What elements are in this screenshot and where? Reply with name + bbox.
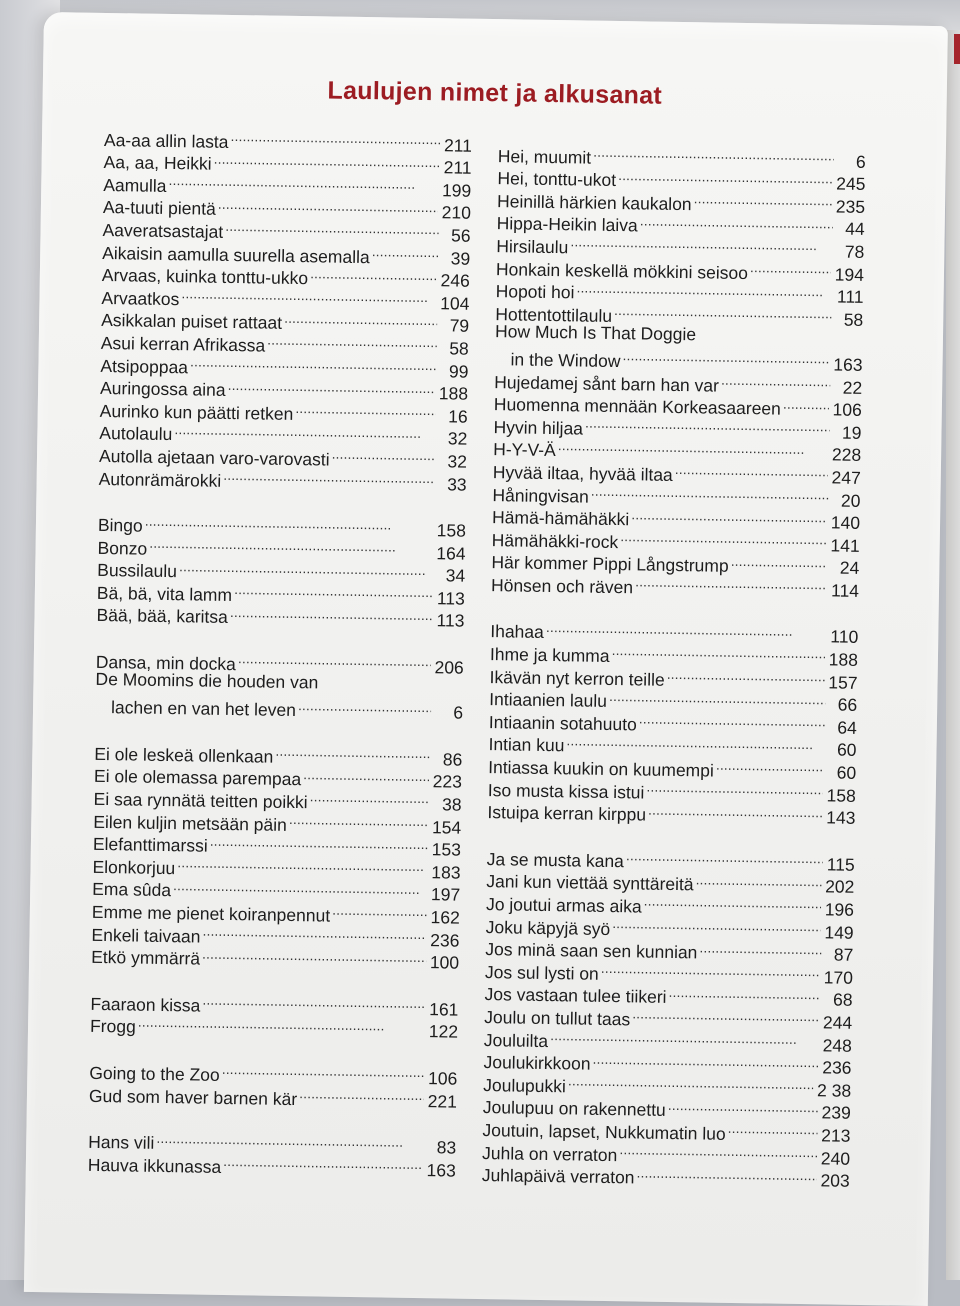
page-number: 240: [820, 1147, 851, 1169]
page-number: 149: [824, 921, 854, 943]
song-title: Arvaatkos: [101, 287, 180, 309]
song-title: Joulukirkkoon: [483, 1052, 591, 1074]
song-title: Hyvää iltaa, hyvää iltaa: [492, 462, 673, 485]
page-number: 196: [824, 899, 855, 920]
page-number: 111: [836, 286, 864, 308]
song-title: Aaveratsastajat: [102, 219, 224, 242]
book-cover-red-strip: [954, 34, 960, 64]
song-title: Joulupuu on rakennettu: [482, 1097, 666, 1121]
page-number: 99: [448, 360, 469, 382]
page-number: 100: [429, 952, 460, 973]
song-title: Asikkalan puiset rattaat: [101, 310, 283, 334]
page-number: 2 38: [816, 1080, 852, 1101]
page-number: 122: [428, 1021, 459, 1043]
song-title: Gud som haver barnen kär: [88, 1085, 298, 1109]
dot-leader: [639, 708, 825, 734]
page-number: 210: [441, 202, 472, 224]
dot-leader: [632, 1003, 819, 1029]
page-number: 83: [436, 1137, 457, 1158]
index-entry: [103, 123, 473, 156]
page-number: 104: [440, 293, 470, 314]
index-entry: [489, 638, 859, 670]
dot-leader: [234, 578, 433, 604]
page-number: 211: [443, 134, 473, 156]
page-number: 154: [431, 816, 462, 838]
dot-leader: [223, 1150, 423, 1176]
song-title: How Much Is That Doggie: [494, 320, 697, 345]
page-number: 221: [427, 1090, 458, 1112]
song-title: Asui kerran Afrikassa: [100, 332, 266, 356]
dot-leader: [636, 1161, 816, 1186]
page-number: 188: [828, 649, 859, 670]
dot-leader: [614, 299, 832, 325]
dot-leader: [230, 601, 433, 627]
song-title: Jos sul lysti on: [484, 961, 599, 984]
song-title: Joulu on tullut taas: [484, 1007, 631, 1030]
song-title: Intian kuu: [488, 734, 565, 756]
index-entry: [497, 139, 866, 172]
song-title: Atsipoppaa: [100, 355, 189, 377]
page-number: 158: [826, 785, 856, 806]
dot-leader: [668, 981, 820, 1006]
dot-leader: [609, 685, 826, 711]
dot-leader: [179, 555, 434, 582]
page-number: 163: [833, 354, 863, 375]
song-title: Hauva ikkunassa: [87, 1154, 222, 1177]
dot-leader: [750, 256, 831, 280]
song-title: Aa-aa allin lasta: [103, 129, 229, 152]
dot-leader: [210, 829, 428, 855]
song-title: Joulupukki: [483, 1074, 567, 1097]
index-column-left: [87, 123, 473, 1181]
page-number: 140: [830, 512, 861, 533]
song-title: in the Window: [510, 349, 621, 372]
page-number: 158: [436, 520, 467, 541]
song-title: De Moomins die houden van: [95, 668, 319, 693]
page-number: 163: [426, 1159, 457, 1181]
page-number: 60: [836, 762, 857, 783]
page-number: 64: [837, 717, 858, 738]
song-title: Juhlapäivä verraton: [481, 1165, 635, 1188]
dot-leader: [202, 942, 426, 968]
dot-leader: [238, 648, 431, 674]
dot-leader: [550, 1024, 819, 1051]
song-title: Håningvisan: [492, 484, 589, 507]
song-title: Ja se musta kana: [486, 848, 625, 872]
dot-leader: [230, 125, 440, 151]
page-number: 203: [820, 1170, 850, 1191]
song-title: Ihme ja kumma: [489, 644, 610, 667]
page-number: 248: [822, 1034, 853, 1056]
dot-leader: [635, 571, 827, 597]
page-number: 197: [430, 884, 461, 906]
dot-leader: [601, 957, 820, 983]
song-title: Huomenna mennään Korkeasaareen: [493, 394, 782, 419]
dot-leader: [570, 231, 832, 258]
page-number: 38: [441, 794, 462, 815]
song-title: Intiaanien laulu: [489, 689, 608, 712]
page-number: 153: [431, 839, 462, 860]
song-title: Aa, aa, Heikki: [103, 152, 212, 174]
index-entry: [95, 691, 464, 723]
page-number: 24: [839, 557, 860, 579]
dot-leader: [289, 808, 429, 833]
index-entry: [97, 554, 466, 586]
page-number: 239: [821, 1102, 851, 1124]
song-title: Etkö ymmärrä: [91, 947, 201, 969]
page-number: 115: [826, 854, 855, 875]
dot-leader: [222, 1058, 425, 1084]
dot-leader: [568, 1070, 814, 1096]
page-number: 213: [821, 1125, 851, 1146]
song-title: Going to the Zoo: [89, 1062, 220, 1085]
song-title: lachen en van het leven: [110, 697, 297, 721]
song-title: Hujedamej sånt barn han var: [494, 371, 720, 396]
page-number: 162: [430, 907, 460, 928]
dot-leader: [225, 215, 439, 241]
song-title: Jos minä saan sen kunnian: [485, 939, 698, 963]
page-number: 44: [845, 218, 865, 240]
song-title: Dansa, min docka: [95, 651, 237, 675]
index-entry: [88, 1125, 457, 1158]
song-title: Faaraon kissa: [90, 993, 201, 1016]
dot-leader: [332, 899, 427, 923]
song-title: Aa-tuuti pientä: [102, 197, 216, 220]
song-title: Emme me pienet koiranpennut: [91, 901, 331, 926]
song-title: Ei ole olemassa parempaa: [93, 766, 302, 790]
dot-leader: [566, 729, 824, 756]
page-number: 34: [445, 565, 466, 586]
page-number: 58: [843, 309, 864, 330]
page-number: 194: [834, 264, 865, 285]
dot-leader: [284, 307, 437, 332]
page-number: 22: [842, 377, 863, 398]
dot-leader: [227, 373, 435, 399]
song-title: Autonrämärokki: [98, 468, 222, 491]
song-title: Jani kun viettää synttäreitä: [486, 871, 694, 895]
song-title: Hirsilaulu: [496, 236, 569, 258]
page-number: 114: [830, 580, 860, 601]
song-title: Hämähäkki-rock: [491, 529, 619, 552]
song-title: Ikävän nyt kerron teille: [489, 666, 665, 690]
page-number: 236: [822, 1057, 852, 1078]
dot-leader: [646, 776, 823, 801]
page-number: 79: [449, 315, 470, 337]
dot-leader: [168, 169, 438, 196]
page-number: 199: [441, 180, 472, 201]
dot-leader: [716, 754, 825, 778]
page-number: 161: [429, 998, 459, 1020]
song-title: Hönsen och räven: [490, 574, 634, 598]
page-number: 245: [836, 173, 866, 195]
dot-leader: [644, 890, 821, 915]
song-title: Hei, tonttu-ukot: [497, 168, 617, 191]
page-number: 228: [831, 444, 862, 466]
dot-leader: [618, 164, 832, 190]
song-title: Aamulla: [103, 174, 167, 196]
index-entry: [495, 342, 863, 375]
dot-leader: [695, 868, 821, 893]
dot-leader: [622, 344, 829, 370]
song-title: Juhla on verraton: [481, 1142, 618, 1165]
index-entry: [94, 737, 463, 770]
page-title: Laulujen nimet ja alkusanat: [327, 76, 663, 110]
song-title: Intiaanin sotahuuto: [488, 711, 637, 735]
dot-leader: [675, 458, 828, 483]
page-number: 110: [830, 626, 859, 648]
song-title: Auringossa aina: [99, 378, 226, 401]
page-number: 6: [453, 702, 464, 723]
dot-leader: [731, 550, 828, 574]
page-number: 86: [442, 749, 463, 770]
dot-leader: [181, 282, 436, 309]
song-title: H-Y-V-Ä: [493, 439, 556, 461]
dot-leader: [275, 740, 430, 765]
page-number: 202: [824, 876, 855, 898]
song-title: Ei ole leskeä ollenkaan: [94, 743, 274, 767]
dot-leader: [138, 1010, 425, 1037]
dot-leader: [640, 209, 833, 235]
song-title: Arvaas, kuinka tonttu-ukko: [101, 265, 309, 289]
page-number: 56: [450, 225, 471, 246]
page-number: 58: [449, 338, 469, 359]
page-number: 143: [826, 807, 856, 829]
dot-leader: [611, 639, 825, 665]
dot-leader: [310, 786, 430, 810]
song-title: Hyvin hiljaa: [493, 416, 584, 439]
song-title: Bää, bää, karitsa: [96, 605, 228, 628]
dot-leader: [619, 1138, 817, 1164]
page-number: 236: [430, 929, 460, 951]
song-title: Jo joutui armas aika: [485, 894, 642, 917]
dot-leader: [310, 262, 437, 287]
dot-leader: [223, 464, 435, 490]
song-title: Autolaulu: [99, 423, 173, 445]
page-number: 183: [431, 862, 461, 883]
song-title: Eilen kuljin metsään päin: [93, 811, 288, 835]
dot-leader: [591, 480, 829, 506]
page-number: 33: [447, 473, 467, 495]
page-number: 211: [443, 157, 472, 178]
song-title: Ema sûda: [92, 879, 172, 901]
page-number: 32: [447, 451, 468, 472]
dot-leader: [558, 434, 829, 461]
dot-leader: [303, 763, 429, 788]
index-entry: [486, 842, 855, 875]
song-title: Elonkorjuu: [92, 856, 176, 878]
dot-leader: [668, 1094, 818, 1119]
index-column-right: [481, 139, 866, 1191]
page-number: 32: [447, 428, 468, 450]
dot-leader: [728, 1117, 818, 1141]
dot-leader: [156, 1126, 424, 1153]
page-number: 157: [828, 672, 858, 693]
page-number: 39: [450, 247, 471, 269]
dot-leader: [612, 912, 821, 938]
song-title: Frogg: [89, 1016, 136, 1037]
page-number: 87: [833, 944, 854, 966]
song-title: Autolla ajetaan varo-varovasti: [98, 445, 330, 470]
page-number: 164: [436, 542, 466, 564]
page-number: 106: [832, 399, 863, 421]
song-title: Ihahaa: [490, 621, 545, 643]
song-title: Bonzo: [97, 537, 148, 559]
song-title: Iso musta kissa istui: [487, 779, 645, 803]
page-number: 235: [835, 196, 866, 217]
page-number: 16: [448, 406, 468, 427]
page-number: 113: [436, 610, 465, 632]
page-number: 113: [436, 588, 465, 609]
dot-leader: [174, 418, 435, 445]
song-title: Joku käpyjä syö: [485, 916, 611, 939]
song-title: Jouluilta: [483, 1029, 549, 1051]
dot-leader: [721, 369, 831, 393]
page-number: 247: [831, 467, 861, 488]
song-title: Hans vili: [88, 1131, 155, 1154]
song-title: Hei, muumit: [497, 145, 592, 168]
song-title: Här kommer Pippi Långstrump: [491, 552, 729, 577]
page-number: 246: [440, 270, 470, 291]
dot-leader: [694, 187, 833, 212]
book-cover-edge: [946, 30, 960, 1280]
song-title: Joutuin, lapset, Nukkumatin luo: [482, 1119, 726, 1144]
dot-leader: [631, 503, 827, 529]
dot-leader: [667, 663, 825, 688]
song-title: Enkeli taivaan: [91, 924, 201, 947]
song-title: Ei saa rynnätä teitten poikki: [93, 788, 308, 813]
dot-leader: [626, 844, 823, 870]
page-number: 223: [432, 771, 463, 793]
dot-leader: [295, 397, 436, 422]
page-number: 19: [841, 422, 862, 443]
page-number: 244: [822, 1012, 853, 1033]
dot-leader: [546, 616, 827, 643]
page-number: 20: [840, 490, 861, 511]
song-title: Bingo: [97, 515, 143, 536]
song-title: Aurinko kun päätti retken: [99, 400, 294, 424]
dot-leader: [783, 392, 829, 415]
index-entry: [89, 1056, 458, 1089]
dot-leader: [372, 240, 439, 264]
book-page: [24, 12, 948, 1306]
dot-leader: [267, 329, 437, 354]
page-number: 6: [855, 151, 866, 172]
song-title: Hämä-hämähäkki: [491, 507, 630, 530]
dot-leader: [299, 1082, 424, 1107]
dot-leader: [699, 936, 821, 961]
dot-leader: [620, 525, 827, 551]
song-title: Hopoti hoi: [495, 281, 575, 303]
page-number: 106: [427, 1068, 458, 1089]
page-number: 206: [434, 657, 464, 678]
song-title: Elefanttimarssi: [92, 834, 208, 856]
song-title: Heinillä härkien kaukalon: [496, 190, 692, 214]
dot-leader: [298, 694, 431, 719]
page-number: 141: [830, 535, 860, 556]
song-title: Jos vastaan tulee tiikeri: [484, 984, 667, 1008]
song-title: Honkain keskellä mökkini seisoo: [495, 258, 749, 283]
dot-leader: [331, 443, 435, 467]
song-title: Aikaisin aamulla suurella asemalla: [102, 242, 370, 267]
page-number: 68: [832, 989, 853, 1011]
song-title: Hippa-Heikin laiva: [496, 213, 638, 236]
page-number: 188: [438, 383, 469, 404]
page-number: 170: [823, 967, 854, 988]
dot-leader: [173, 874, 427, 901]
song-title: Hottentottilaulu: [495, 303, 613, 326]
song-title: Intiassa kuukin on kuumempi: [488, 757, 714, 781]
page-number: 66: [837, 694, 858, 716]
song-title: Bussilaulu: [97, 560, 178, 582]
dot-leader: [648, 798, 823, 823]
song-title: Istuipa kerran kirppu: [487, 802, 647, 825]
page-number: 78: [844, 241, 865, 262]
page-number: 60: [836, 739, 857, 761]
song-title: Bä, bä, vita lamm: [96, 582, 233, 605]
